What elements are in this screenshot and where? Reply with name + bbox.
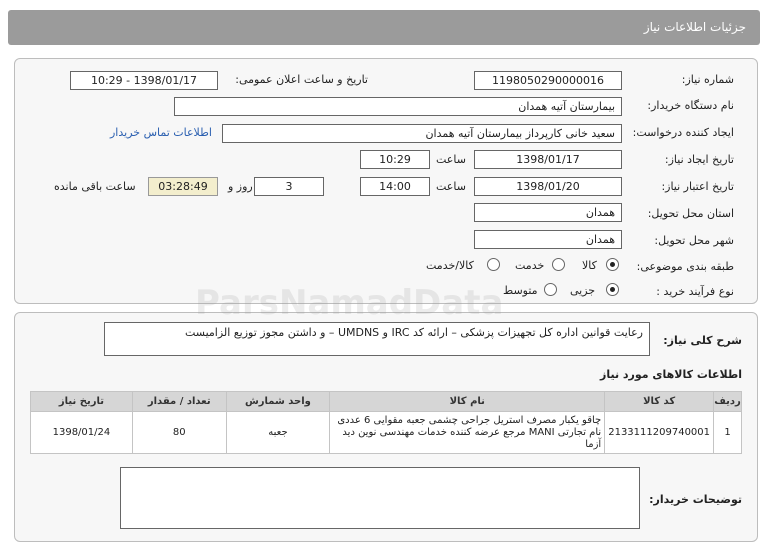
create-date-field: 1398/01/17 (474, 150, 622, 169)
item-date-cell: 1398/01/24 (31, 412, 133, 454)
purchase-type-label: نوع فرآیند خرید : (656, 285, 734, 298)
col-row-header: ردیف (714, 392, 742, 412)
purchase-minor-label: جزیی (570, 284, 596, 297)
days-label: روز و (228, 180, 253, 193)
category-label: طبقه بندی موضوعی: (636, 260, 734, 273)
category-goods-radio[interactable] (606, 258, 619, 271)
row-number-cell: 1 (714, 412, 742, 454)
buyer-org-label: نام دستگاه خریدار: (647, 99, 734, 112)
buyer-org-field: بیمارستان آتیه همدان (174, 97, 622, 116)
days-field: 3 (254, 177, 324, 196)
category-service-radio[interactable] (552, 258, 565, 271)
col-date-header: تاریخ نیاز (31, 392, 133, 412)
category-service-label: خدمت (515, 259, 545, 272)
purchase-medium-label: متوسط (503, 284, 538, 297)
page-header (8, 10, 760, 45)
items-section-title: اطلاعات کالاهای مورد نیاز (600, 368, 742, 381)
item-code-cell: 2133111209740001 (605, 412, 714, 454)
city-field: همدان (474, 230, 622, 249)
buyer-notes-field (120, 467, 640, 529)
validity-time-field: 14:00 (360, 177, 430, 196)
general-description-label: شرح کلی نیاز: (663, 334, 742, 347)
remaining-time-field: 03:28:49 (148, 177, 218, 196)
col-qty-header: تعداد / مقدار (132, 392, 226, 412)
contact-info-link[interactable]: اطلاعات تماس خریدار (110, 126, 212, 139)
item-name-cell: چاقو یکبار مصرف استریل جراحی چشمی جعبه مقوایی 6 عددی نام تجارتی MANI مرجع عرضه کننده خدمات مهندسی نوین دید آزما (330, 412, 605, 454)
creator-label: ایجاد کننده درخواست: (632, 126, 734, 139)
announce-label: تاریخ و ساعت اعلان عمومی: (235, 73, 368, 86)
purchase-minor-radio[interactable] (606, 283, 619, 296)
col-unit-header: واحد شمارش (226, 392, 330, 412)
validity-date-label: تاریخ اعتبار نیاز: (661, 180, 734, 193)
page-title: جزئیات اطلاعات نیاز (643, 20, 746, 34)
general-description-field: رعایت قوانین اداره کل تجهیزات پزشکی – ارائه کد IRC و UMDNS – و داشتن مجوز توزیع الزامیست (104, 322, 650, 356)
col-name-header: نام کالا (330, 392, 605, 412)
item-unit-cell: جعبه (226, 412, 330, 454)
buyer-notes-label: توضیحات خریدار: (649, 493, 742, 506)
category-goods-label: کالا (582, 259, 597, 272)
create-date-label: تاریخ ایجاد نیاز: (664, 153, 734, 166)
items-table (30, 391, 742, 454)
validity-time-label: ساعت (436, 180, 466, 193)
need-number-field: 1198050290000016 (474, 71, 622, 90)
province-field: همدان (474, 203, 622, 222)
announce-field: 1398/01/17 - 10:29 (70, 71, 218, 90)
creator-field: سعید خانی کارپرداز بیمارستان آتیه همدان (222, 124, 622, 143)
items-table-header-row (31, 392, 742, 412)
city-label: شهر محل تحویل: (654, 234, 734, 247)
validity-date-field: 1398/01/20 (474, 177, 622, 196)
category-both-label: کالا/خدمت (426, 259, 474, 272)
table-row (31, 412, 742, 454)
category-both-radio[interactable] (487, 258, 500, 271)
create-time-field: 10:29 (360, 150, 430, 169)
purchase-medium-radio[interactable] (544, 283, 557, 296)
province-label: استان محل تحویل: (647, 207, 734, 220)
col-code-header: کد کالا (605, 392, 714, 412)
create-time-label: ساعت (436, 153, 466, 166)
need-number-label: شماره نیاز: (681, 73, 734, 86)
item-qty-cell: 80 (132, 412, 226, 454)
remaining-label: ساعت باقی مانده (54, 180, 136, 193)
